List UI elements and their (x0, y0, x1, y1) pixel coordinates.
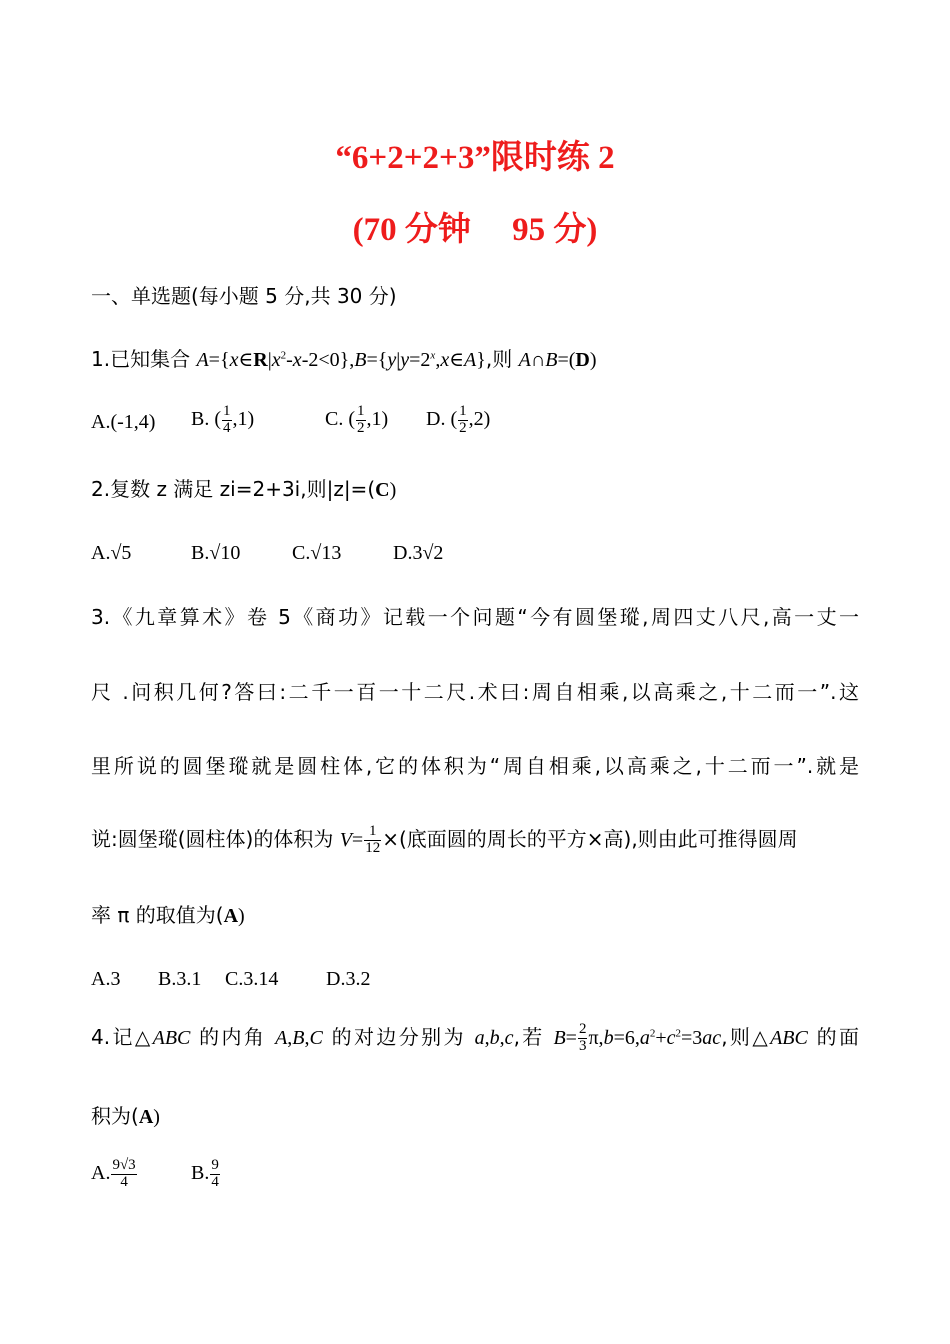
option-d: D.3√2 (393, 542, 444, 564)
option-d: D. ( $\frac{1}{2}$ ,2) (426, 403, 491, 436)
option-b: B.√10 (191, 542, 241, 564)
option-c: C.3.14 (225, 968, 279, 990)
question-3-line-3: 里所说的圆堡瑽就是圆柱体,它的体积为“周自相乘,以高乘之,十二而一”.就是 (91, 754, 859, 778)
question-3-line-5: 率 π 的取值为(A) (91, 903, 245, 927)
page-title: “6+2+2+3”限时练 2 (335, 140, 615, 176)
option-a: A.(-1,4) (91, 411, 156, 433)
question-3-answer: A (223, 905, 239, 927)
question-3-options (91, 969, 491, 993)
question-1-options (91, 404, 591, 444)
option-a: A. $\frac{9√3}{4}$ (91, 1157, 136, 1190)
question-2-stem: 2.复数 z 满足 zi=2+3i,则|z|=( (91, 477, 376, 501)
question-4-line-1: 4.记△ABC 的内角 A,B,C 的对边分别为 a,b,c,若 B= $\frac{2}{3}$ $\pi,b=6,a^2+c^2=3ac$,则△ABC 的面 (91, 1021, 860, 1054)
question-1-prefix: 1.已知集合 (91, 347, 197, 371)
option-a: A.3 (91, 968, 121, 990)
question-2: 2.复数 z 满足 zi=2+3i,则|z|=(C) (91, 477, 397, 501)
option-b: B. ( $\frac{1}{4}$ ,1) (191, 403, 255, 436)
question-4-options (91, 1158, 391, 1202)
question-1: 1.已知集合 $A=\{x\in R|x^2-x-2<0\},B=\{y|y=2^x,x\in A\}$,则 A∩B=(D) (91, 347, 597, 371)
question-4-answer: A (138, 1106, 154, 1128)
question-3-line-1: 3.《九章算术》卷 5《商功》记载一个问题“今有圆堡瑽,周四丈八尺,高一丈一 (91, 605, 859, 629)
question-2-options (91, 543, 491, 567)
question-2-answer: C (375, 479, 390, 501)
section-heading: 一、单选题(每小题 5 分,共 30 分) (91, 284, 397, 308)
option-c: C. ( $\frac{1}{2}$ ,1) (325, 403, 389, 436)
option-c: C.√13 (292, 542, 342, 564)
option-b: B. $\frac{9}{4}$ (191, 1157, 219, 1190)
question-4-line-2: 积为(A) (91, 1104, 160, 1128)
option-a: A.√5 (91, 542, 132, 564)
page-subtitle: (70 分钟 95 分) (352, 212, 598, 248)
question-3-line-4: 说:圆堡瑽(圆柱体)的体积为 V= $\frac{1}{12}$ ×(底面圆的周长的平方×高),则由此可推得圆周 (91, 823, 798, 856)
option-d: D.3.2 (326, 968, 371, 990)
question-3-line-2: 尺 .问积几何?答曰:二千一百一十二尺.术曰:周自相乘,以高乘之,十二而一”.这 (91, 680, 859, 704)
question-1-answer: D (575, 349, 590, 371)
option-b: B.3.1 (158, 968, 202, 990)
